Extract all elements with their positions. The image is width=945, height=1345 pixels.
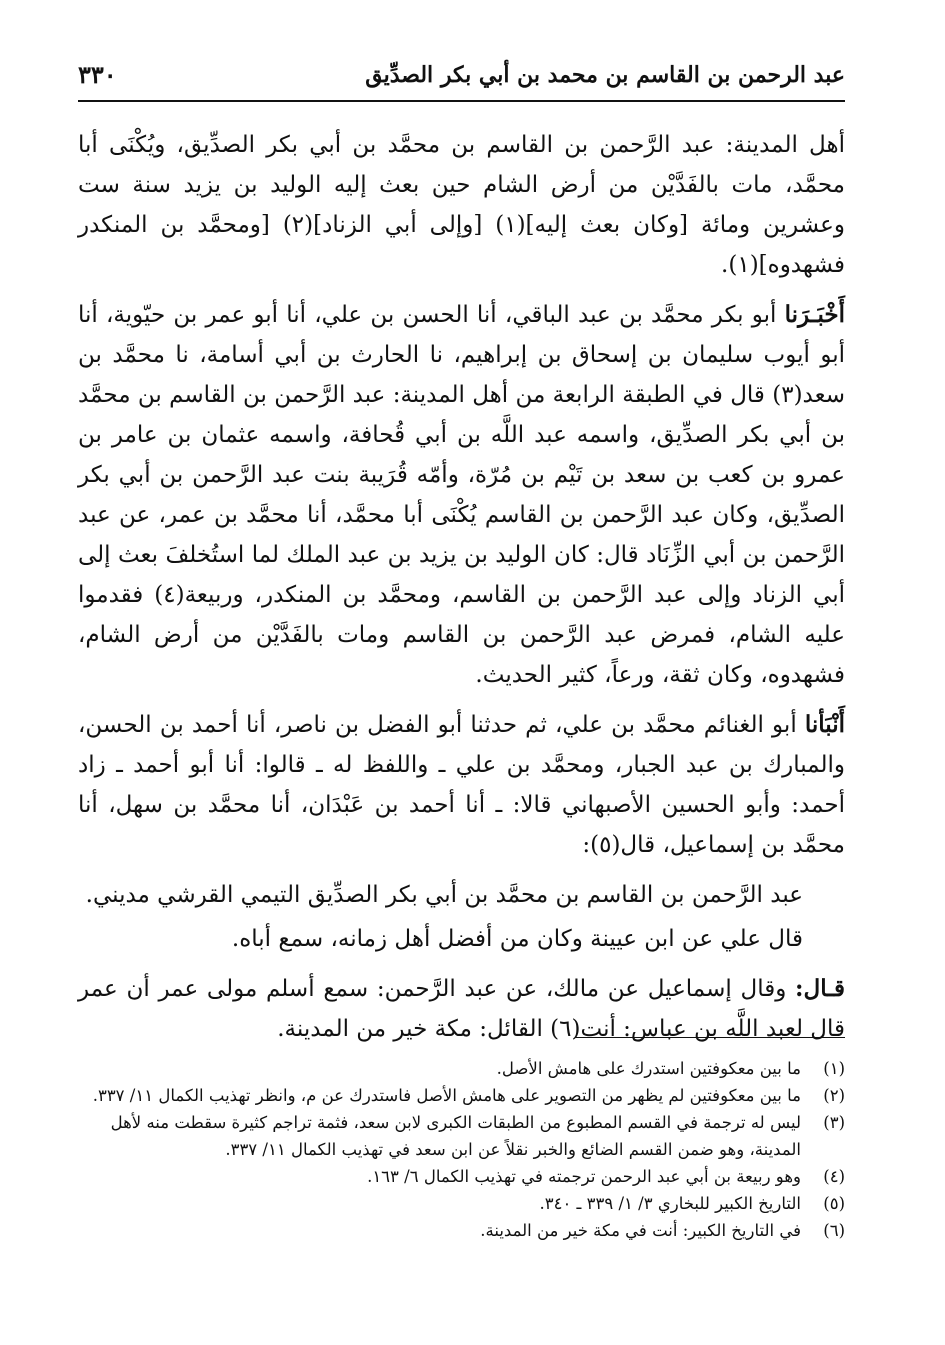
paragraph-text: عبد الرَّحمن بن القاسم بن محمَّد بن أبي بكر الصدِّيق التيمي القرشي مديني. (85, 882, 803, 908)
paragraph-lead: أَنْبَأنا (804, 711, 845, 738)
paragraph-text: وقال إسماعيل عن مالك، عن عبد الرَّحمن: سمع أسلم مولى عمر أن عمر قال لعبد اللَّه بن عباس: أنت(٦) القائل: مكة خير من المدينة. (78, 976, 845, 1042)
footnote-separator (575, 1037, 845, 1038)
running-header (78, 58, 845, 102)
footnote-text: ما بين معكوفتين لم يظهر من التصوير على هامش الأصل فاستدرك عن م، وانظر تهذيب الكمال ١١/ ٣٣٧. (92, 1086, 801, 1105)
paragraph-lead: أَخْبَـرَنا (784, 301, 845, 328)
footnote-text: التاريخ الكبير للبخاري ٣/ ١/ ٣٣٩ ـ ٣٤٠. (539, 1194, 801, 1213)
footnote (80, 1055, 845, 1082)
footnotes (80, 1055, 845, 1244)
footnote-number: (٦) (823, 1221, 845, 1240)
paragraph-text: أبو الغنائم محمَّد بن علي، ثم حدثنا أبو الفضل بن ناصر، أنا أحمد بن الحسن، والمبارك بن عبد الجبار، ومحمَّد بن علي ـ واللفظ له ـ قالوا: أنا أبو أحمد ـ زاد أحمد: وأبو الحسين الأصبهاني قالا: ـ أنا أحمد بن عَبْدَان، أنا محمَّد بن سهل، أنا محمَّد بن إسماعيل، قال(٥): (78, 712, 845, 858)
page-number: ٣٣٠ (78, 60, 117, 89)
footnote-text: ليس له ترجمة في القسم المطبوع من الطبقات الكبرى لابن سعد، فثمة تراجم كثيرة سقطت منه لأهل المدينة، وهو ضمن القسم الضائع والخبر نقلاً عن ابن سعد في تهذيب الكمال ١١/ ٣٣٧. (110, 1113, 801, 1159)
paragraph-1 (78, 125, 845, 285)
footnote (80, 1163, 845, 1190)
paragraph-4 (78, 875, 845, 915)
footnote (80, 1109, 845, 1163)
footnote-number: (٤) (823, 1167, 845, 1186)
footnote (80, 1082, 845, 1109)
paragraph-lead: قـال: (795, 975, 845, 1002)
main-text (78, 125, 845, 1053)
paragraph-2 (78, 295, 845, 695)
paragraph-5 (78, 919, 845, 959)
paragraph-text: قال علي عن ابن عيينة وكان من أفضل أهل زمانه، سمع أباه. (231, 926, 803, 952)
footnote-number: (٥) (823, 1194, 845, 1213)
footnote (80, 1217, 845, 1244)
footnote-number: (١) (823, 1059, 845, 1078)
footnote-number: (٣) (823, 1113, 845, 1132)
paragraph-text: أبو بكر محمَّد بن عبد الباقي، أنا الحسن بن علي، أنا أبو عمر بن حيّوية، أنا أبو أيوب سليمان بن إسحاق بن إبراهيم، نا الحارث بن أبي أسامة، نا محمَّد بن سعد(٣) قال في الطبقة الرابعة من أهل المدينة: عبد الرَّحمن بن القاسم بن محمَّد بن أبي بكر الصدِّيق، واسمه عبد اللَّه بن أبي قُحافة، واسمه عثمان بن عامر بن عمرو بن كعب بن سعد بن تَيْم بن مُرّة، وأمّه قُرَيبة بنت عبد الرَّحمن بن أبي بكر الصدِّيق، وكان عبد الرَّحمن بن القاسم يُكْنَى أبا محمَّد، أنا محمَّد بن عمر، عن عبد الرَّحمن بن أبي الزِّنَاد قال: كان الوليد بن يزيد بن عبد الملك لما استُخلفَ بعث إلى أبي الزناد وإلى عبد الرَّحمن بن القاسم، ومحمَّد بن المنكدر، وربيعة(٤) فقدموا عليه الشام، فمرض عبد الرَّحمن بن القاسم ومات بالفَدَّيْن من أرض الشام، فشهدوه، وكان ثقة، ورعاً، كثير الحديث. (78, 302, 845, 688)
header-rule (78, 100, 845, 102)
footnote-number: (٢) (823, 1086, 845, 1105)
footnote (80, 1190, 845, 1217)
footnote-text: وهو ربيعة بن أبي عبد الرحمن ترجمته في تهذيب الكمال ٦/ ١٦٣. (367, 1167, 801, 1186)
footnote-text: في التاريخ الكبير: أنت في مكة خير من المدينة. (480, 1221, 801, 1240)
footnote-text: ما بين معكوفتين استدرك على هامش الأصل. (496, 1059, 801, 1078)
paragraph-text: أهل المدينة: عبد الرَّحمن بن القاسم بن محمَّد بن أبي بكر الصدِّيق، ويُكْنَى أبا محمَّد، مات بالفَدَّيْن من أرض الشام حين بعث إليه الوليد بن يزيد سنة ست وعشرين ومائة [وكان بعث إليه](١) [وإلى أبي الزناد](٢) [ومحمَّد بن المنكدر فشهدوه](١). (78, 132, 845, 278)
running-title: عبد الرحمن بن القاسم بن محمد بن أبي بكر الصدِّيق (365, 62, 845, 88)
paragraph-3 (78, 705, 845, 865)
